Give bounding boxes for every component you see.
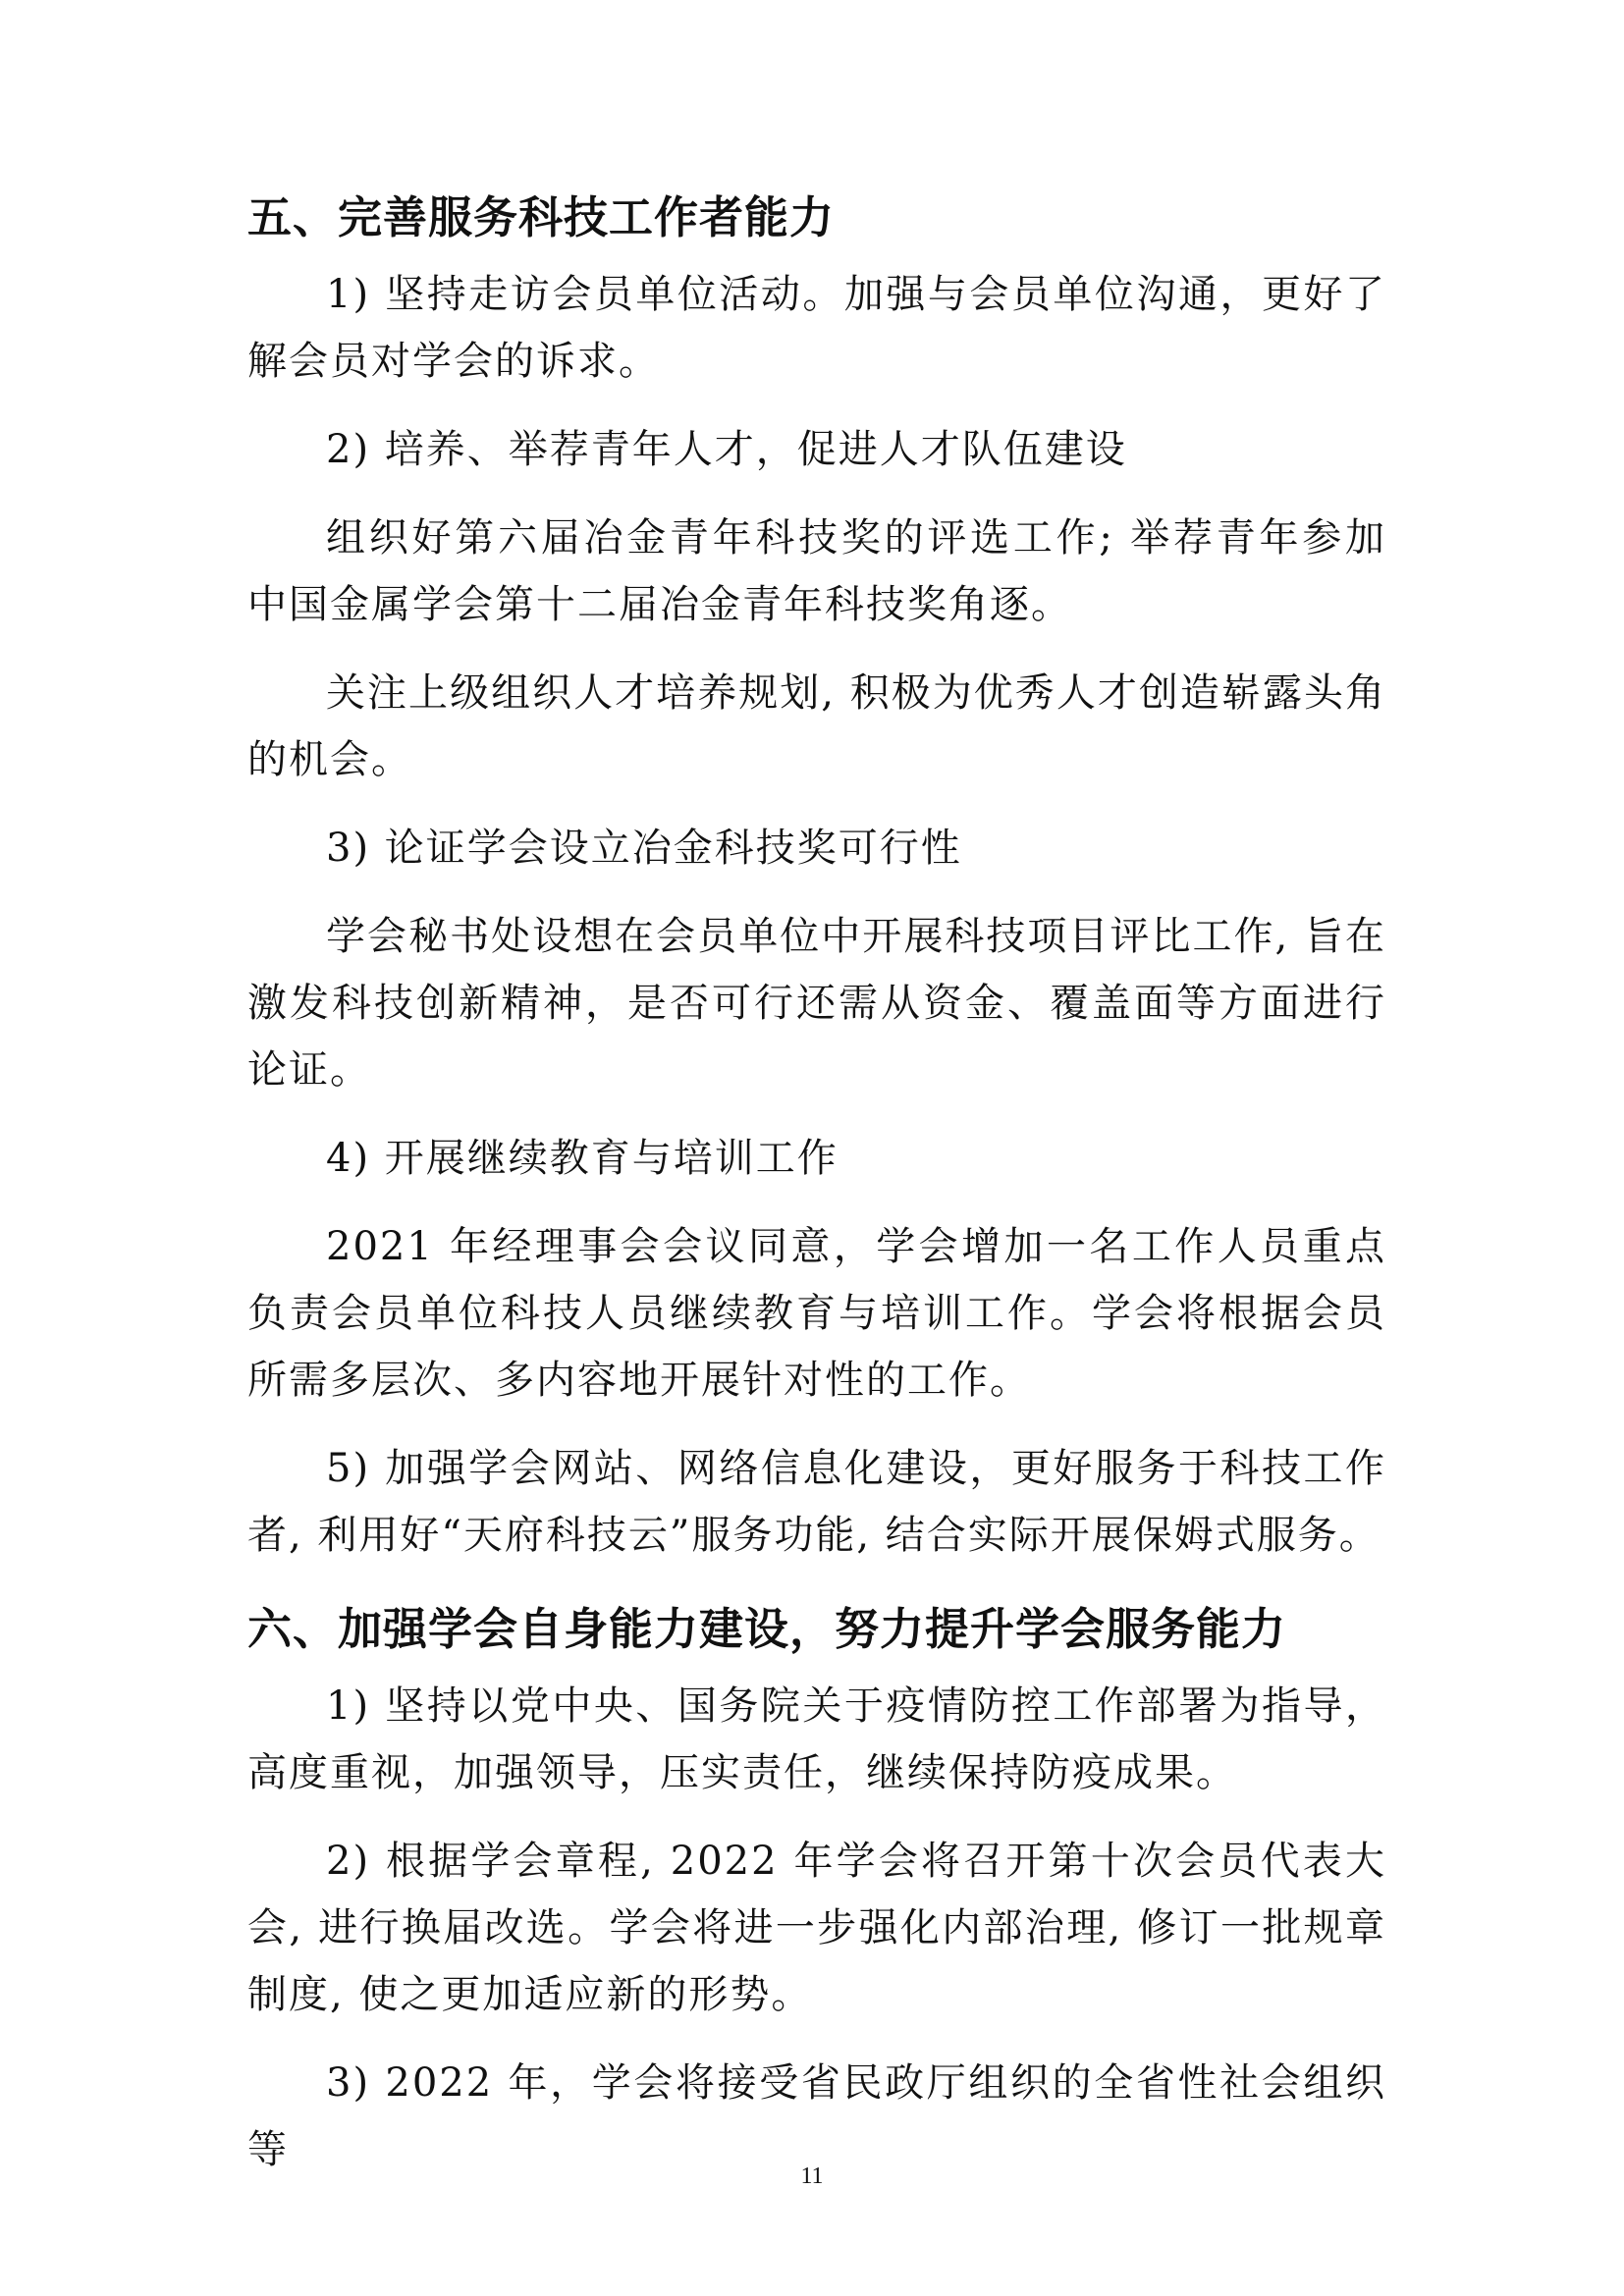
paragraph: 关注上级组织人才培养规划, 积极为优秀人才创造崭露头角的机会。 <box>247 670 1386 782</box>
page-number: 11 <box>800 2163 824 2189</box>
paragraph: 2) 根据学会章程, 2022 年学会将召开第十次会员代表大会, 进行换届改选。学会将进一步强化内部治理, 修订一批规章制度, 使之更加适应新的形势。 <box>247 1839 1386 2017</box>
paragraph: 1) 坚持以党中央、国务院关于疫情防控工作部署为指导，高度重视，加强领导，压实责任，继续保持防疫成果。 <box>247 1683 1386 1795</box>
section-heading-6: 六、加强学会自身能力建设，努力提升学会服务能力 <box>247 1603 1287 1655</box>
paragraph: 5) 加强学会网站、网络信息化建设，更好服务于科技工作者, 利用好“天府科技云”服务功能, 结合实际开展保姆式服务。 <box>247 1446 1386 1558</box>
paragraph: 4) 开展继续教育与培训工作 <box>326 1136 839 1181</box>
section-heading-5: 五、完善服务科技工作者能力 <box>247 191 836 243</box>
paragraph: 2021 年经理事会会议同意，学会增加一名工作人员重点负责会员单位科技人员继续教育与培训工作。学会将根据会员所需多层次、多内容地开展针对性的工作。 <box>247 1224 1386 1403</box>
paragraph: 2) 培养、举荐青年人才，促进人才队伍建设 <box>326 427 1127 472</box>
paragraph: 3) 论证学会设立冶金科技奖可行性 <box>326 826 962 871</box>
document-body <box>247 187 1386 2183</box>
paragraph: 学会秘书处设想在会员单位中开展科技项目评比工作, 旨在激发科技创新精神，是否可行还需从资金、覆盖面等方面进行论证。 <box>247 914 1386 1093</box>
paragraph: 1) 坚持走访会员单位活动。加强与会员单位沟通，更好了解会员对学会的诉求。 <box>247 272 1386 384</box>
paragraph: 组织好第六届冶金青年科技奖的评选工作; 举荐青年参加中国金属学会第十二届冶金青年科技奖角逐。 <box>247 515 1386 627</box>
paragraph: 3) 2022 年，学会将接受省民政厅组织的全省性社会组织等 <box>247 2060 1386 2172</box>
